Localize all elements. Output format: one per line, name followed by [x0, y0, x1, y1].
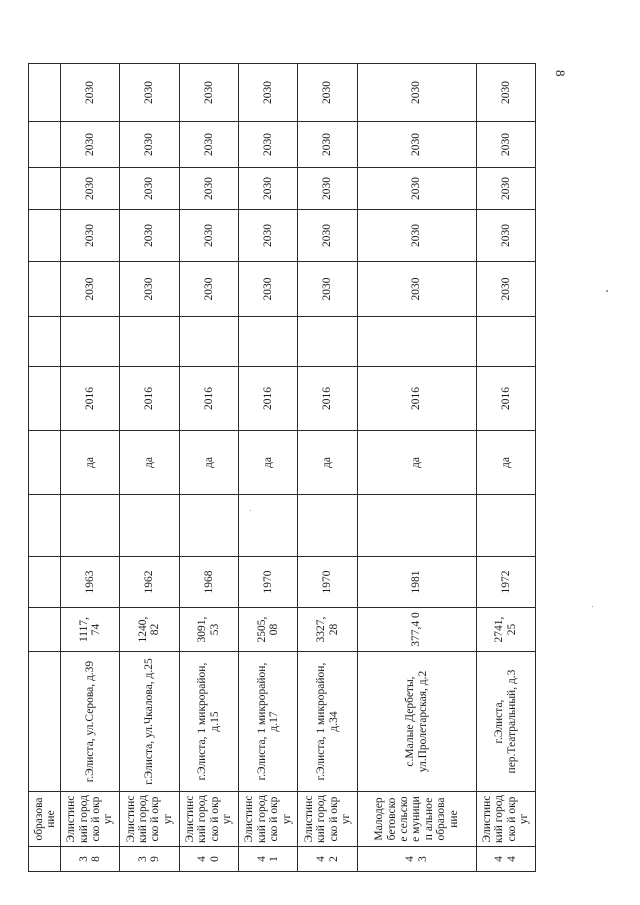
period-cell: 2030	[357, 168, 476, 210]
flag-cell	[29, 431, 61, 495]
address-cell: г.Элиста, ул.Серова, д.39	[60, 652, 119, 792]
start-year-cell: 2016	[298, 367, 357, 431]
table-row	[476, 64, 536, 872]
row-number: 38	[60, 847, 119, 872]
period-cell: 2030	[357, 122, 476, 168]
municipality-cell: Элистинс кий городско й округ	[120, 792, 179, 847]
table-header-continuation	[29, 64, 61, 872]
period-cell	[29, 262, 61, 317]
empty-cell	[476, 495, 536, 557]
empty-cell	[29, 317, 61, 367]
no-cell	[29, 847, 61, 872]
municipality-cell: Элистинс кий городско й округ	[476, 792, 536, 847]
row-number: 43	[357, 847, 476, 872]
period-cell: 2030	[60, 262, 119, 317]
empty-cell	[238, 317, 297, 367]
flag-cell: да	[238, 431, 297, 495]
address-cell	[29, 652, 61, 792]
start-year-cell	[29, 367, 61, 431]
period-cell: 2030	[238, 262, 297, 317]
period-cell	[29, 122, 61, 168]
row-number: 39	[120, 847, 179, 872]
municipality-cell: Элистинс кий городско й округ	[238, 792, 297, 847]
period-cell: 2030	[298, 168, 357, 210]
scan-speck	[606, 290, 608, 292]
period-cell: 2030	[238, 210, 297, 262]
period-cell: 2030	[120, 64, 179, 122]
empty-cell	[476, 317, 536, 367]
year-cell: 1970	[238, 557, 297, 608]
start-year-cell: 2016	[120, 367, 179, 431]
period-cell: 2030	[179, 210, 238, 262]
start-year-cell: 2016	[238, 367, 297, 431]
empty-cell	[60, 495, 119, 557]
address-cell: с.Малые Дербеты, ул.Пролетарская, д.2	[357, 652, 476, 792]
period-cell: 2030	[120, 168, 179, 210]
empty-cell	[60, 317, 119, 367]
empty-cell	[179, 495, 238, 557]
period-cell: 2030	[476, 210, 536, 262]
area-cell: 1117, 74	[60, 608, 119, 652]
year-cell: 1968	[179, 557, 238, 608]
period-cell: 2030	[476, 122, 536, 168]
empty-cell	[357, 495, 476, 557]
period-cell: 2030	[238, 122, 297, 168]
period-cell: 2030	[179, 64, 238, 122]
empty-cell	[29, 495, 61, 557]
municipality-cell: Элистинс кий городско й округ	[60, 792, 119, 847]
period-cell: 2030	[357, 64, 476, 122]
empty-cell	[298, 317, 357, 367]
flag-cell: да	[179, 431, 238, 495]
table-row	[298, 64, 357, 872]
year-cell: 1970	[298, 557, 357, 608]
period-cell: 2030	[476, 262, 536, 317]
period-cell	[29, 64, 61, 122]
row-number: 41	[238, 847, 297, 872]
period-cell: 2030	[60, 64, 119, 122]
period-cell: 2030	[179, 168, 238, 210]
period-cell: 2030	[179, 122, 238, 168]
empty-cell	[179, 317, 238, 367]
area-cell: 3091, 53	[179, 608, 238, 652]
municipality-header-fragment: образова ние	[29, 792, 61, 847]
area-cell: 3327, 28	[298, 608, 357, 652]
period-cell: 2030	[476, 64, 536, 122]
period-cell: 2030	[60, 122, 119, 168]
period-cell: 2030	[179, 262, 238, 317]
period-cell: 2030	[120, 122, 179, 168]
period-cell: 2030	[357, 262, 476, 317]
period-cell	[29, 168, 61, 210]
period-cell	[29, 210, 61, 262]
municipality-cell: Элистинс кий городско й округ	[179, 792, 238, 847]
start-year-cell: 2016	[476, 367, 536, 431]
area-cell: 1240, 82	[120, 608, 179, 652]
year-cell: 1981	[357, 557, 476, 608]
period-cell: 2030	[120, 210, 179, 262]
period-cell: 2030	[120, 262, 179, 317]
row-number: 40	[179, 847, 238, 872]
table-row	[238, 64, 297, 872]
address-cell: г.Элиста, ул.Чкалова, д.25	[120, 652, 179, 792]
period-cell: 2030	[476, 168, 536, 210]
flag-cell: да	[120, 431, 179, 495]
start-year-cell: 2016	[357, 367, 476, 431]
area-cell: 377,4 0	[357, 608, 476, 652]
area-cell: 2505, 08	[238, 608, 297, 652]
period-cell: 2030	[298, 262, 357, 317]
municipality-cell: Элистинс кий городско й округ	[298, 792, 357, 847]
table-row	[357, 64, 476, 872]
period-cell: 2030	[60, 168, 119, 210]
flag-cell: да	[298, 431, 357, 495]
page-number: 8	[553, 70, 568, 77]
empty-cell	[298, 495, 357, 557]
table-row	[179, 64, 238, 872]
area-cell	[29, 608, 61, 652]
start-year-cell: 2016	[60, 367, 119, 431]
empty-cell	[357, 317, 476, 367]
rotated-table-container	[28, 64, 536, 872]
empty-cell	[120, 317, 179, 367]
year-cell: 1962	[120, 557, 179, 608]
period-cell: 2030	[238, 168, 297, 210]
address-cell: г.Элиста, пер.Театральный, д.3	[476, 652, 536, 792]
empty-cell	[120, 495, 179, 557]
period-cell: 2030	[60, 210, 119, 262]
flag-cell: да	[476, 431, 536, 495]
flag-cell: да	[60, 431, 119, 495]
scan-speck	[592, 606, 593, 607]
period-cell: 2030	[238, 64, 297, 122]
row-number: 44	[476, 847, 536, 872]
address-cell: г.Элиста, 1 микрорайон, д.34	[298, 652, 357, 792]
year-cell: 1963	[60, 557, 119, 608]
flag-cell: да	[357, 431, 476, 495]
period-cell: 2030	[357, 210, 476, 262]
period-cell: 2030	[298, 122, 357, 168]
table-row	[60, 64, 119, 872]
row-number: 42	[298, 847, 357, 872]
empty-cell	[238, 495, 297, 557]
year-cell: 1972	[476, 557, 536, 608]
address-cell: г.Элиста, 1 микрорайон, д.15	[179, 652, 238, 792]
period-cell: 2030	[298, 210, 357, 262]
year-cell	[29, 557, 61, 608]
address-cell: г.Элиста, 1 микрорайон, д.17	[238, 652, 297, 792]
housing-registry-table	[28, 63, 536, 872]
table-row	[120, 64, 179, 872]
area-cell: 2741, 25	[476, 608, 536, 652]
period-cell: 2030	[298, 64, 357, 122]
municipality-cell: Малодер бетовско е сельское муницип альное образова ние	[357, 792, 476, 847]
start-year-cell: 2016	[179, 367, 238, 431]
